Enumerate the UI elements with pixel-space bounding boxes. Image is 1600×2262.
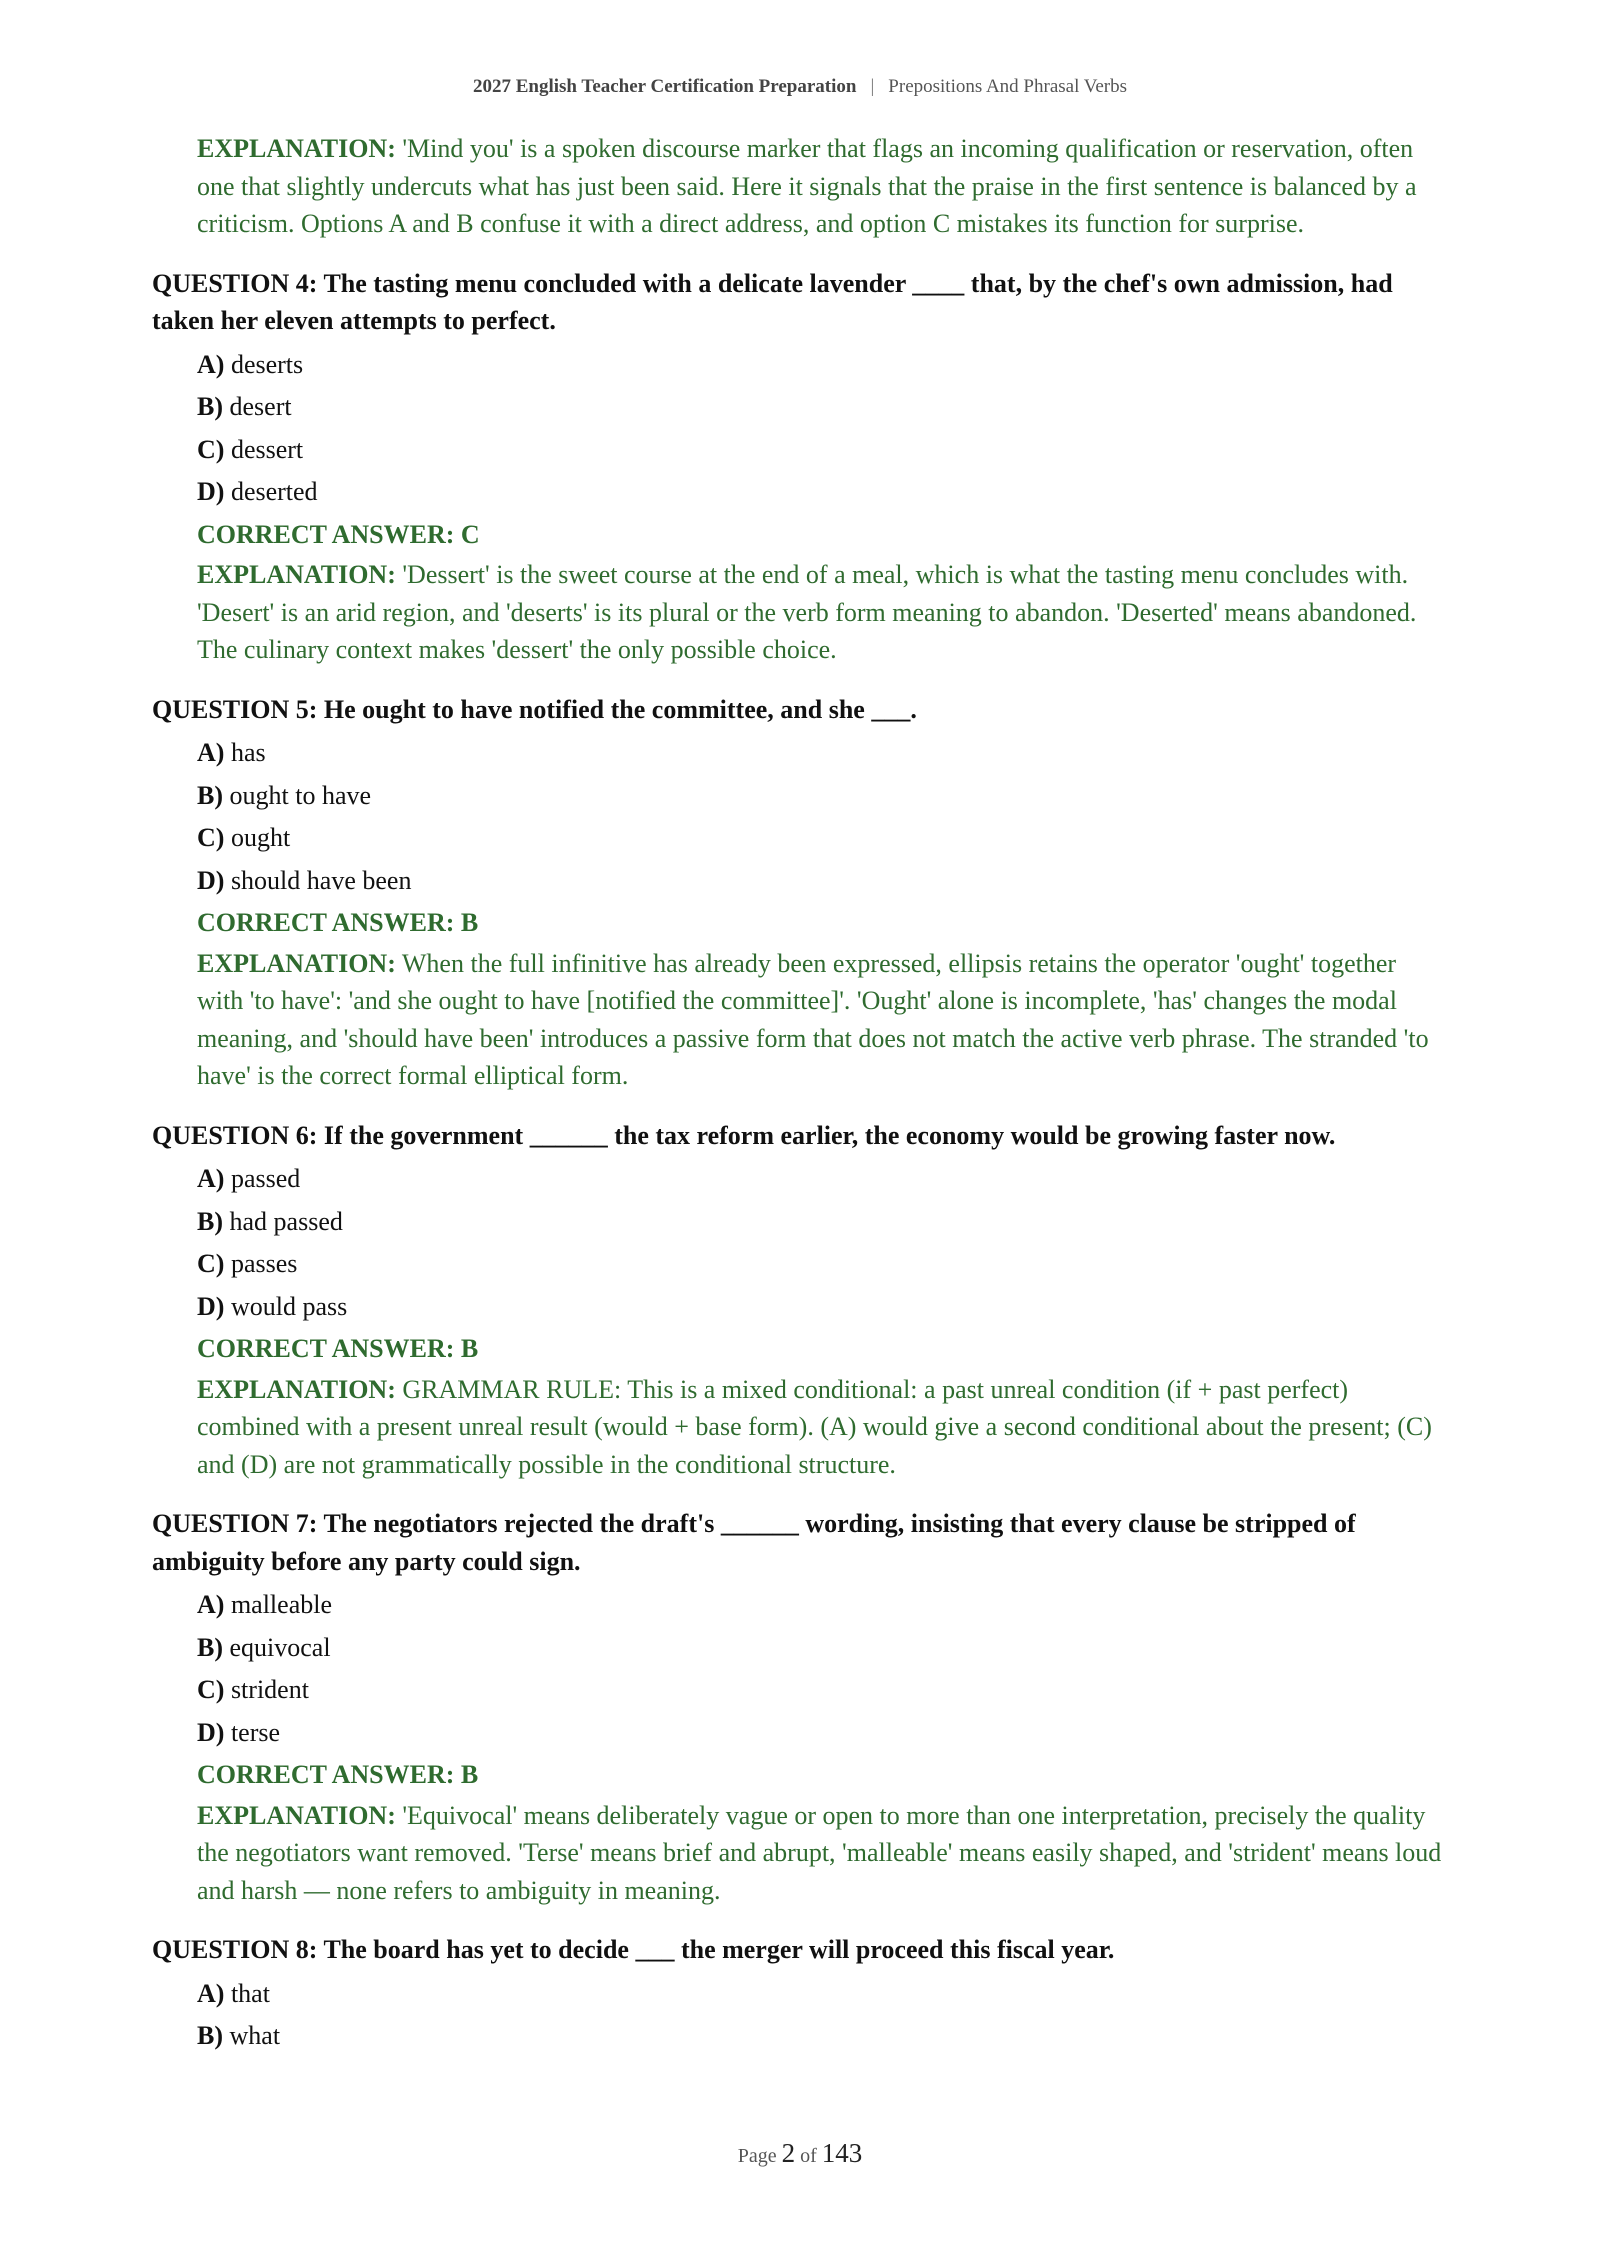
option-letter: A)	[197, 1164, 225, 1193]
option-letter: A)	[197, 738, 225, 767]
option-letter: A)	[197, 349, 225, 379]
option-text: desert	[229, 392, 292, 421]
explanation-text: 'Equivocal' means deliberately vague or open to more than one interpretation, precisely the quality the negotiators want removed. 'Terse' means brief and abrupt, 'malleable' means easily shaped, and 'strident' means loud and harsh — none refers to ambiguity in meaning.	[197, 1800, 1442, 1905]
question-7-option-d	[197, 1712, 1448, 1755]
option-text: deserted	[230, 477, 318, 506]
question-4-option-c	[197, 429, 1448, 472]
option-letter: B)	[197, 1206, 223, 1236]
option-letter: A)	[197, 1590, 225, 1619]
option-text: passes	[230, 1249, 298, 1278]
option-text: had passed	[229, 1206, 343, 1236]
of-word: of	[800, 2145, 817, 2167]
option-text: what	[229, 2021, 281, 2050]
question-5-option-c	[197, 817, 1448, 860]
explanation-label: EXPLANATION:	[197, 948, 396, 978]
explanation-label: EXPLANATION:	[197, 560, 396, 589]
explanation-label: EXPLANATION:	[197, 1374, 396, 1404]
explanation-label: EXPLANATION:	[197, 134, 396, 163]
question-7-option-a	[197, 1584, 1448, 1627]
question-7-option-b	[197, 1627, 1448, 1670]
option-text: that	[230, 1978, 270, 2008]
option-letter: D)	[197, 1717, 225, 1747]
question-4-explanation	[197, 556, 1448, 669]
option-letter: C)	[197, 1675, 225, 1704]
question-7-explanation	[197, 1797, 1448, 1910]
question-8-option-b	[197, 2015, 1448, 2058]
explanation-text: When the full infinitive has already been expressed, ellipsis retains the operator 'ought' together with 'to have': 'and she ought to have [notified the committee]'. 'Ought' alone is incomplete, 'has' changes the modal meaning, and 'should have been' introduces a passive form that does not match the active verb phrase. The stranded 'to have' is the correct formal elliptical form.	[197, 948, 1429, 1090]
option-letter: D)	[197, 1291, 225, 1321]
question-6-option-b	[197, 1201, 1448, 1244]
question-6-explanation	[197, 1371, 1448, 1484]
option-letter: B)	[197, 780, 223, 810]
page-header	[0, 76, 1600, 98]
header-separator: |	[870, 76, 875, 97]
option-text: deserts	[230, 349, 304, 379]
option-text: equivocal	[229, 1632, 331, 1662]
explanation-text: GRAMMAR RULE: This is a mixed conditional: a past unreal condition (if + past perfect) combined with a present unreal result (would + base form). (A) would give a second conditional about the present; (C) and (D) are not grammatically possible in the conditional structure.	[197, 1374, 1432, 1479]
page-footer	[0, 2138, 1600, 2169]
option-text: passed	[230, 1164, 301, 1193]
option-letter: D)	[197, 865, 225, 895]
question-6-option-c	[197, 1243, 1448, 1286]
question-5-option-b	[197, 775, 1448, 818]
option-text: should have been	[230, 865, 412, 895]
question-5-correct-answer: CORRECT ANSWER: B	[197, 908, 479, 937]
option-letter: B)	[197, 1632, 223, 1662]
question-6-option-a	[197, 1158, 1448, 1201]
page-word: Page	[737, 2145, 777, 2167]
question-6-correct-answer: CORRECT ANSWER: B	[197, 1334, 479, 1363]
option-letter: C)	[197, 823, 225, 852]
question-5-stem: QUESTION 5: He ought to have notified the committee, and she ___.	[152, 694, 917, 724]
question-4-correct-answer: CORRECT ANSWER: C	[197, 519, 480, 549]
option-letter: D)	[197, 477, 225, 506]
option-text: terse	[230, 1717, 281, 1747]
option-letter: B)	[197, 2021, 223, 2050]
question-7-correct-answer: CORRECT ANSWER: B	[197, 1760, 479, 1789]
option-text: dessert	[230, 434, 304, 464]
option-letter: A)	[197, 1978, 225, 2008]
question-7-stem: QUESTION 7: The negotiators rejected the draft's ______ wording, insisting that every clause be stripped of ambiguity before any party could sign.	[152, 1509, 1356, 1576]
explanation-text: 'Mind you' is a spoken discourse marker that flags an incoming qualification or reservation, often one that slightly undercuts what has just been said. Here it signals that the praise in the first sentence is balanced by a criticism. Options A and B confuse it with a direct address, and option C mistakes its function for surprise.	[197, 134, 1417, 238]
option-text: strident	[230, 1675, 309, 1704]
total-page-count: 143	[821, 2138, 863, 2168]
question-4-option-d	[197, 471, 1448, 514]
option-text: ought	[230, 823, 291, 852]
option-letter: C)	[197, 434, 225, 464]
question-5-option-d	[197, 860, 1448, 903]
current-page-number: 2	[781, 2138, 796, 2168]
question-8-stem: QUESTION 8: The board has yet to decide ___ the merger will proceed this fiscal year.	[152, 1935, 1115, 1964]
explanation-q3	[197, 130, 1448, 243]
question-6-stem: QUESTION 6: If the government ______ the tax reform earlier, the economy would be growing faster now.	[152, 1120, 1336, 1150]
explanation-text: 'Dessert' is the sweet course at the end of a meal, which is what the tasting menu concludes with. 'Desert' is an arid region, and 'deserts' is its plural or the verb form meaning to abandon. 'Deserted' means abandoned. The culinary context makes 'dessert' the only possible choice.	[197, 560, 1417, 664]
question-5-option-a	[197, 732, 1448, 775]
option-text: would pass	[230, 1291, 348, 1321]
question-6-option-d	[197, 1286, 1448, 1329]
document-title: 2027 English Teacher Certification Preparation	[472, 76, 857, 97]
page-content	[152, 130, 1448, 2058]
question-4-stem: QUESTION 4: The tasting menu concluded with a delicate lavender ____ that, by the chef's own admission, had taken her eleven attempts to perfect.	[152, 268, 1393, 335]
section-title: Prepositions And Phrasal Verbs	[888, 76, 1128, 97]
option-letter: B)	[197, 392, 223, 421]
question-8-option-a	[197, 1973, 1448, 2016]
option-letter: C)	[197, 1249, 225, 1278]
question-5-explanation	[197, 945, 1448, 1095]
option-text: ought to have	[229, 780, 372, 810]
question-4-option-a	[197, 344, 1448, 387]
option-text: malleable	[230, 1590, 332, 1619]
explanation-label: EXPLANATION:	[197, 1800, 396, 1830]
option-text: has	[230, 738, 266, 767]
question-7-option-c	[197, 1669, 1448, 1712]
question-4-option-b	[197, 386, 1448, 429]
